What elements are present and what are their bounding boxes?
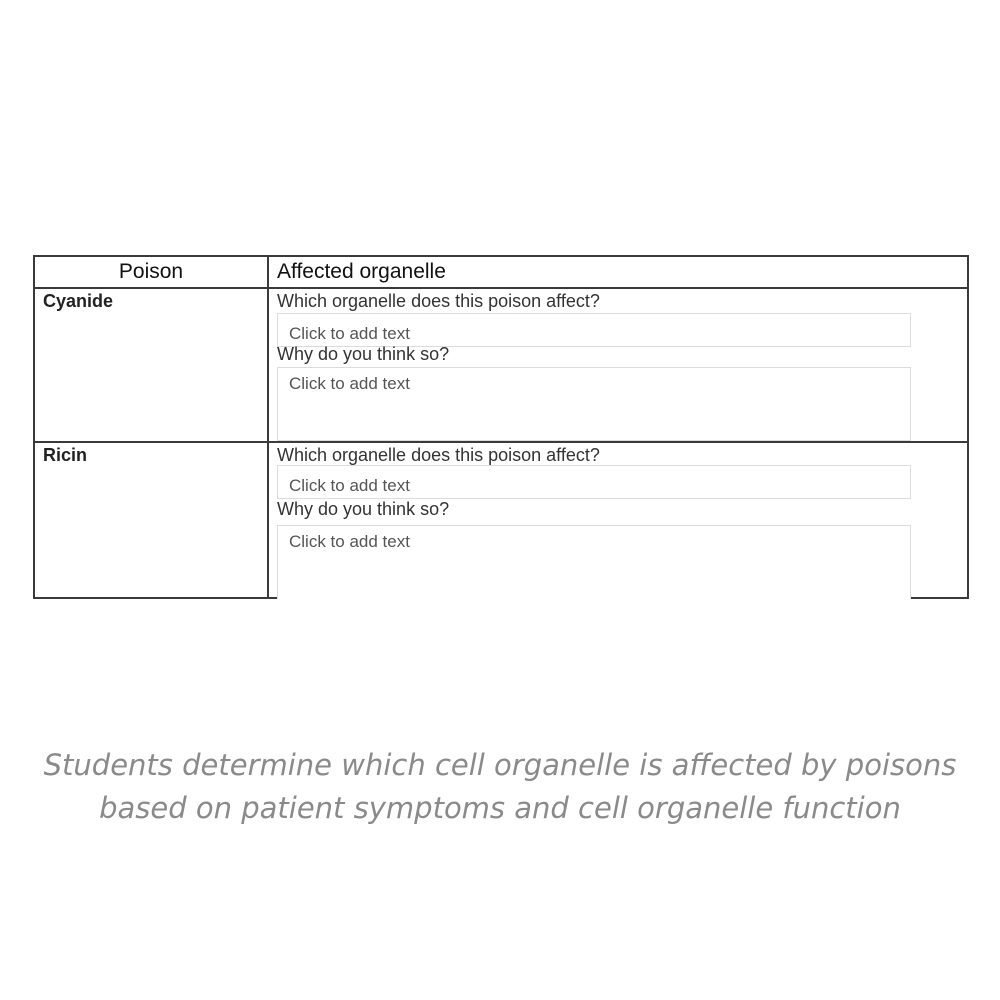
caption-line-1: Students determine which cell organelle is affected by poisons — [43, 748, 957, 782]
header-poison: Poison — [118, 260, 184, 283]
poison-organelle-table — [33, 255, 969, 599]
caption — [0, 744, 1000, 830]
question-which-organelle: Which organelle does this poison affect? — [277, 445, 600, 465]
answer-field-organelle-cyanide[interactable] — [277, 313, 911, 347]
question-why: Why do you think so? — [277, 499, 450, 519]
table-header-row — [35, 257, 967, 289]
caption-line-2: based on patient symptoms and cell organelle function — [99, 791, 901, 825]
answer-field-organelle-ricin[interactable] — [277, 465, 911, 499]
answer-placeholder: Click to add text — [289, 324, 410, 343]
answer-field-reason-ricin[interactable] — [277, 525, 911, 599]
header-affected-organelle: Affected organelle — [277, 260, 446, 283]
answer-field-reason-cyanide[interactable] — [277, 367, 911, 441]
answer-placeholder: Click to add text — [289, 374, 410, 393]
question-why: Why do you think so? — [277, 344, 450, 364]
answer-placeholder: Click to add text — [289, 532, 410, 551]
poison-name-cyanide: Cyanide — [43, 291, 114, 311]
question-which-organelle: Which organelle does this poison affect? — [277, 291, 600, 311]
table-row-cyanide — [35, 289, 967, 443]
table-row-ricin — [35, 443, 967, 599]
answer-placeholder: Click to add text — [289, 476, 410, 495]
poison-name-ricin: Ricin — [43, 445, 88, 465]
